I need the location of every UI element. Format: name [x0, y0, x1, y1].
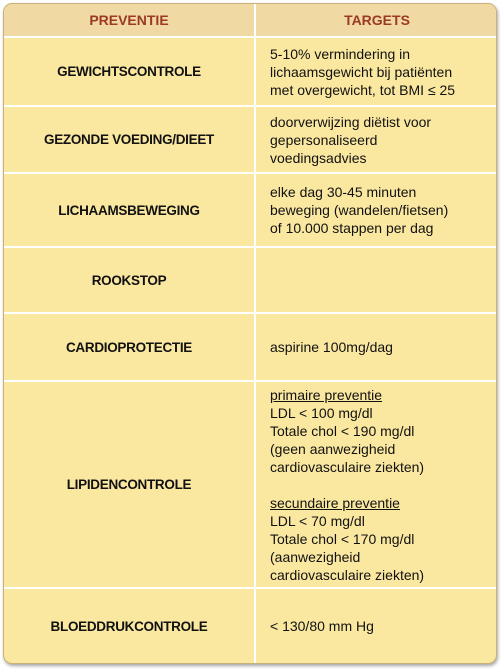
table-header-row	[4, 4, 497, 37]
spacer	[270, 476, 484, 494]
target-cell	[255, 173, 497, 247]
target-cell	[255, 313, 497, 381]
table-row-gewichtscontrole	[4, 37, 497, 106]
table-row-cardioprotectie	[4, 313, 497, 381]
secondary-prevention-heading: secundaire preventie	[270, 494, 400, 511]
header-targets: TARGETS	[255, 4, 497, 37]
target-cell	[255, 106, 497, 173]
target-line: beweging (wandelen/fietsen)	[270, 202, 449, 218]
target-line: voedingsadvies	[270, 149, 367, 166]
target-line: of 10.000 stappen per dag	[270, 220, 434, 236]
target-line: < 130/80 mm Hg	[270, 618, 374, 634]
target-line: aspirine 100mg/dag	[270, 339, 393, 355]
target-line: Totale chol < 170 mg/dl	[270, 530, 415, 547]
primary-prevention-heading: primaire preventie	[270, 386, 383, 403]
target-line: gepersonaliseerd	[270, 131, 378, 148]
target-line: met overgewicht, tot BMI ≤ 25	[270, 81, 456, 98]
prevention-cell: CARDIOPROTECTIE	[4, 313, 255, 381]
prevention-targets-table	[4, 4, 497, 663]
prevention-cell: GEZONDE VOEDING/DIEET	[4, 106, 255, 173]
header-preventie: PREVENTIE	[4, 4, 255, 37]
table-row-lichaamsbeweging	[4, 173, 497, 247]
target-cell	[255, 37, 497, 106]
target-line: elke dag 30-45 minuten	[270, 184, 417, 200]
target-line: 5-10% vermindering in	[270, 45, 411, 62]
target-line: LDL < 100 mg/dl	[270, 404, 373, 421]
target-line: doorverwijzing diëtist voor	[270, 113, 432, 130]
target-cell	[255, 381, 497, 588]
target-line: (geen aanwezigheid	[270, 440, 396, 457]
target-line: LDL < 70 mg/dl	[270, 512, 365, 529]
target-line: cardiovasculaire ziekten)	[270, 458, 425, 475]
prevention-cell: LIPIDENCONTROLE	[4, 381, 255, 588]
table-row-bloeddrukcontrole	[4, 588, 497, 663]
table-row-rookstop	[4, 247, 497, 313]
prevention-cell: BLOEDDRUKCONTROLE	[4, 588, 255, 663]
target-line: Totale chol < 190 mg/dl	[270, 422, 415, 439]
target-cell-empty	[255, 247, 497, 313]
target-cell	[255, 588, 497, 663]
prevention-targets-table-card	[3, 3, 497, 664]
prevention-cell: ROOKSTOP	[4, 247, 255, 313]
table-row-gezonde-voeding	[4, 106, 497, 173]
table-row-lipidencontrole	[4, 381, 497, 588]
prevention-cell: LICHAAMSBEWEGING	[4, 173, 255, 247]
target-line: lichaamsgewicht bij patiënten	[270, 63, 453, 80]
prevention-cell: GEWICHTSCONTROLE	[4, 37, 255, 106]
target-line: cardiovasculaire ziekten)	[270, 566, 425, 583]
target-line: (aanwezigheid	[270, 548, 361, 565]
